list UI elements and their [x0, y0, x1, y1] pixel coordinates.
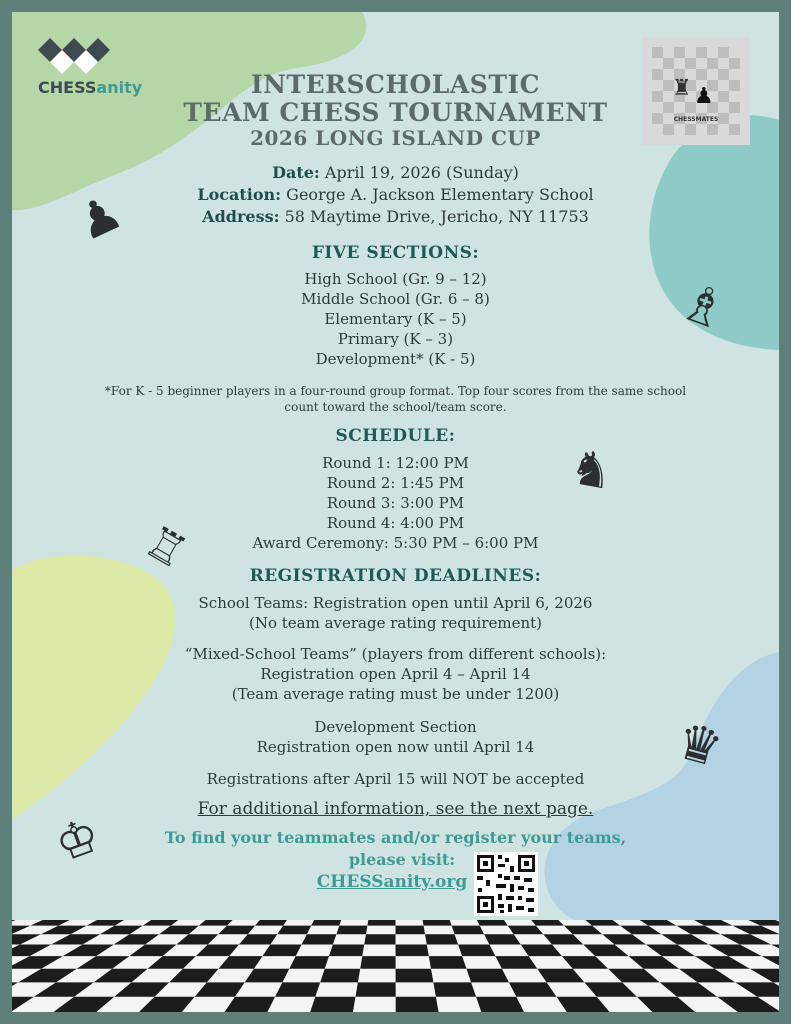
school-teams-line: School Teams: Registration open until April 6, 2026: [198, 594, 593, 612]
checkered-floor: [12, 920, 779, 1012]
floor-tile: [289, 956, 329, 969]
svg-text:♟: ♟: [694, 84, 714, 109]
development-dates: Registration open now until April 14: [256, 738, 535, 756]
more-info-link[interactable]: For additional information, see the next page.: [197, 799, 594, 819]
late-registration-note: Registrations after April 15 will NOT be accepted: [206, 770, 585, 788]
rook-icon: ♖: [135, 515, 196, 580]
schedule-item: Round 1: 12:00 PM: [322, 454, 469, 472]
address-row: Address: 58 Maytime Drive, Jericho, NY 11753: [202, 207, 589, 226]
floor-tile: [277, 926, 311, 935]
sections-heading: FIVE SECTIONS:: [311, 243, 480, 263]
floor-tile: [310, 997, 355, 1012]
floor-tile: [275, 982, 320, 996]
title-line-3: 2026 LONG ISLAND CUP: [250, 126, 541, 150]
schedule-item: Award Ceremony: 5:30 PM – 6:00 PM: [252, 534, 539, 552]
floor-tile: [329, 945, 364, 957]
bishop-icon: ♗: [671, 270, 736, 344]
note-line: count toward the school/team score.: [284, 400, 507, 414]
qr-code[interactable]: [474, 852, 538, 916]
floor-tile: [477, 920, 508, 926]
section-item: Primary (K – 3): [337, 330, 454, 348]
teammates-line: To find your teammates and/or register your teams,: [164, 828, 627, 847]
floor-tile: [396, 969, 434, 983]
mixed-teams-note: (Team average rating must be under 1200): [231, 685, 560, 703]
development-note: [12, 383, 779, 415]
floor-tile: [476, 997, 524, 1012]
location-row: Location: George A. Jackson Elementary School: [197, 185, 594, 204]
section-item: Middle School (Gr. 6 – 8): [301, 290, 490, 308]
floor-tile: [531, 920, 564, 926]
floor-tile: [425, 934, 458, 944]
floor-tile: [396, 997, 439, 1012]
floor-tile: [320, 969, 360, 983]
floor-tile: [367, 920, 395, 926]
floor-tile: [364, 934, 395, 944]
schedule-item: Round 2: 1:45 PM: [326, 474, 465, 492]
schedule-item: Round 3: 3:00 PM: [326, 494, 465, 512]
floor-tile: [396, 926, 426, 935]
floor-tile: [458, 945, 495, 957]
section-item: Development* (K - 5): [315, 350, 476, 368]
floor-tile: [360, 956, 395, 969]
svg-text:♜: ♜: [672, 76, 692, 101]
schedule-heading: SCHEDULE:: [335, 426, 456, 446]
section-item: High School (Gr. 9 – 12): [304, 270, 487, 288]
please-visit: please visit:: [348, 850, 456, 869]
event-details: [12, 162, 779, 228]
king-icon: ♔: [47, 806, 108, 874]
floor-tile: [429, 956, 467, 969]
pawn-icon: ♟: [68, 183, 131, 253]
sections-list: [12, 269, 779, 369]
knight-icon: ♞: [565, 438, 618, 502]
schedule-list: [12, 453, 779, 553]
floor-tile: [467, 969, 509, 983]
note-line: *For K - 5 beginner players in a four-round group format. Top four scores from the same school: [104, 384, 687, 398]
development-info: [12, 717, 779, 757]
title-line-2: TEAM CHESS TOURNAMENT: [183, 98, 608, 127]
development-line: Development Section: [314, 718, 477, 736]
school-teams-info: [12, 593, 779, 633]
mixed-teams-line: “Mixed-School Teams” (players from different schools):: [184, 645, 607, 663]
date-row: Date: April 19, 2026 (Sunday): [272, 163, 519, 182]
section-item: Elementary (K – 5): [324, 310, 467, 328]
title-line-1: INTERSCHOLASTIC: [250, 70, 541, 99]
brand-wordmark: CHESSanity: [38, 78, 143, 97]
schedule-item: Round 4: 4:00 PM: [326, 514, 465, 532]
floor-tile: [356, 982, 396, 996]
queen-icon: ♛: [670, 711, 729, 779]
floor-tile: [396, 945, 429, 957]
school-teams-note: (No team average rating requirement): [248, 614, 543, 632]
floor-tile: [433, 982, 476, 996]
floor-tile: [255, 920, 287, 926]
floor-tile: [302, 934, 337, 944]
floor-tile: [336, 926, 367, 935]
floor-tile: [311, 920, 341, 926]
mixed-teams-info: [12, 644, 779, 704]
floor-tile: [452, 926, 485, 935]
website-link[interactable]: CHESSanity.org: [316, 872, 468, 892]
mixed-teams-dates: Registration open April 4 – April 14: [260, 665, 531, 683]
floor-tile: [423, 920, 452, 926]
partner-logo-text: CHESSMATES: [673, 116, 719, 123]
flyer-page: [12, 12, 779, 1012]
registration-heading: REGISTRATION DEADLINES:: [249, 566, 542, 586]
